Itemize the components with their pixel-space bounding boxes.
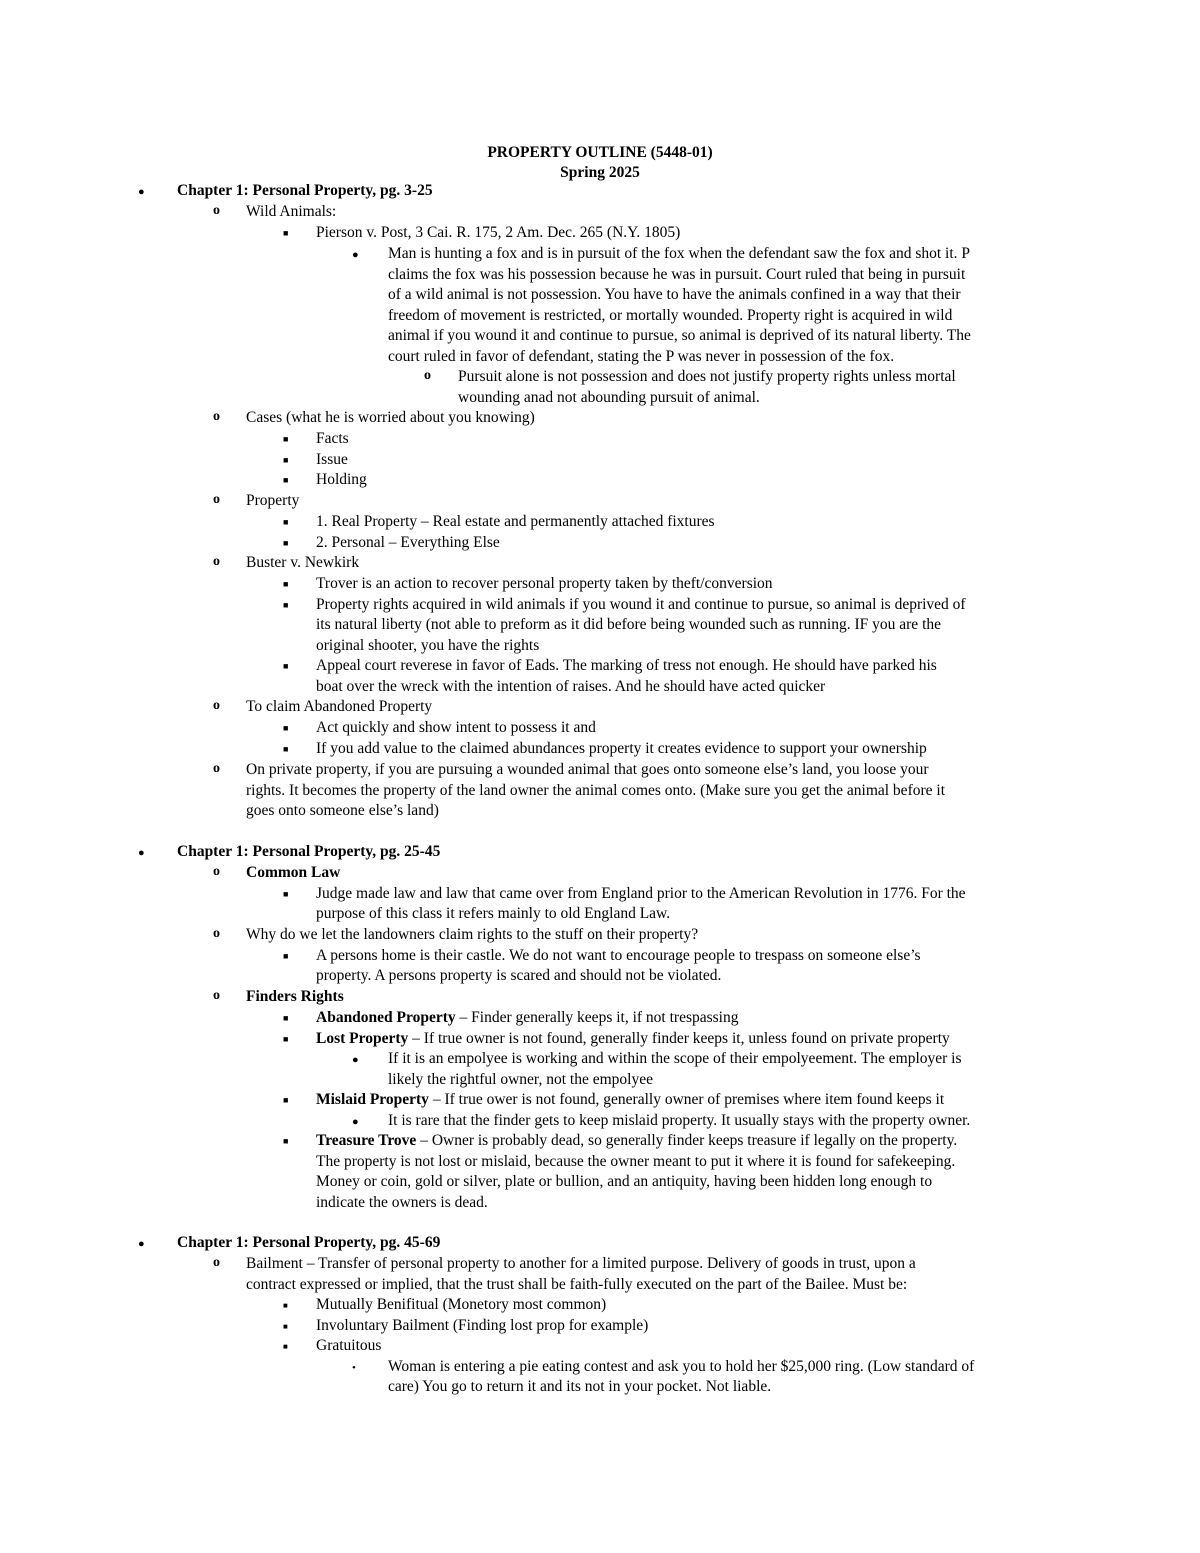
outline-item: Pierson v. Post, 3 Cai. R. 175, 2 Am. Dec. 265 (N.Y. 1805) [316, 224, 681, 241]
bullet-icon: o [213, 203, 220, 218]
bullet-icon: • [352, 1362, 356, 1374]
bullet-icon: o [213, 492, 220, 507]
text-line: care) You go to return it and its not in your pocket. Not liable. [388, 1378, 772, 1395]
text-line: It is rare that the finder gets to keep mislaid property. It usually stays with the property owner. [388, 1112, 971, 1129]
bullet-icon: ● [352, 1054, 359, 1066]
bullet-icon: ■ [283, 434, 289, 444]
text-line: Man is hunting a fox and is in pursuit of the fox when the defendant saw the fox and shot it. P [388, 245, 971, 262]
outline-item: Trover is an action to recover personal property taken by theft/conversion [316, 575, 773, 592]
bullet-icon: ■ [283, 1301, 288, 1310]
bullet-icon: ■ [283, 1136, 289, 1146]
bullet-icon: ● [352, 1116, 359, 1128]
outline-item: Facts [316, 430, 349, 447]
text-line: freedom of movement is restricted, or mortally wounded. Property right is acquired in wild [388, 307, 953, 324]
text-line: property. A persons property is scared and should not be violated. [316, 967, 722, 984]
outline-item: Holding [316, 471, 367, 488]
bullet-icon: ■ [283, 889, 289, 899]
text-line: contract expressed or implied, that the trust shall be faith-fully executed on the part of the Bailee. Must be: [246, 1276, 908, 1293]
text-line: Bailment – Transfer of personal property to another for a limited purpose. Delivery of goods in trust, upon a [246, 1255, 916, 1272]
text-line: Money or coin, gold or silver, plate or bullion, and an antiquity, having been hidden long enough to [316, 1173, 933, 1190]
bullet-icon: ● [352, 249, 359, 261]
bullet-icon: o [213, 1255, 220, 1270]
bullet-icon: ■ [283, 228, 289, 238]
term: Mislaid Property [316, 1091, 429, 1108]
text-line: court ruled in favor of defendant, stating the P was never in possession of the fox. [388, 348, 895, 365]
bullet-icon: o [213, 988, 220, 1003]
section-heading: Chapter 1: Personal Property, pg. 45-69 [177, 1234, 441, 1251]
term: Lost Property [316, 1030, 409, 1047]
text-line: of a wild animal is not possession. You have to have the animals confined in a way that their [388, 286, 961, 303]
definition: – If true owner is not found, generally finder keeps it, unless found on private property [408, 1030, 950, 1047]
bullet-icon: o [424, 368, 431, 383]
definition: – Owner is probably dead, so generally finder keeps treasure if legally on the property. [416, 1132, 958, 1149]
outline-item: Cases (what he is worried about you knowing) [246, 409, 535, 426]
term: Treasure Trove [316, 1132, 417, 1149]
outline-item: Mutually Benifitual (Monetory most common) [316, 1296, 607, 1313]
definition: – If true ower is not found, generally owner of premises where item found keeps it [428, 1091, 945, 1108]
outline-item: Finders Rights [246, 988, 344, 1005]
bullet-icon: o [213, 761, 220, 776]
bullet-icon: ■ [283, 455, 289, 465]
bullet-icon: o [213, 554, 220, 569]
outline-item [316, 1029, 950, 1050]
text-line: Appeal court reverese in favor of Eads. The marking of tress not enough. He should have parked his [316, 657, 937, 674]
outline-item [316, 1131, 957, 1152]
bullet-icon: ■ [283, 744, 289, 754]
text-line: boat over the wreck with the intention of raises. And he should have acted quicker [316, 678, 826, 695]
text-line: likely the rightful owner, not the empolyee [388, 1071, 653, 1088]
bullet-icon: o [213, 698, 220, 713]
outline-item: Wild Animals: [246, 203, 337, 220]
document-subtitle: Spring 2025 [560, 164, 640, 181]
bullet-icon: ■ [283, 475, 289, 485]
bullet-icon: ■ [283, 1095, 289, 1105]
outline-item: Common Law [246, 864, 341, 881]
text-line: A persons home is their castle. We do not want to encourage people to trespass on someone else’s [316, 947, 921, 964]
outline-item: Involuntary Bailment (Finding lost prop for example) [316, 1317, 649, 1334]
bullet-icon: ■ [283, 538, 289, 548]
text-line: rights. It becomes the property of the land owner the animal comes onto. (Make sure you get the animal before it [246, 782, 946, 799]
bullet-icon: ■ [283, 661, 289, 671]
text-line: On private property, if you are pursuing a wounded animal that goes onto someone else’s land, you loose your [246, 761, 929, 778]
bullet-icon: ■ [283, 579, 289, 589]
outline-item: 2. Personal – Everything Else [316, 534, 500, 551]
bullet-icon: ■ [283, 1034, 289, 1044]
bullet-icon: ■ [283, 1342, 288, 1351]
outline-item [316, 1090, 944, 1111]
text-line: Property rights acquired in wild animals if you wound it and continue to pursue, so animal is deprived of [316, 596, 966, 613]
text-line: its natural liberty (not able to preform as it did before being wounded such as running. IF you are the [316, 616, 942, 633]
bullet-icon: ■ [283, 517, 289, 527]
outline-item: Property [246, 492, 300, 509]
bullet-icon: ■ [283, 723, 289, 733]
bullet-icon: o [213, 926, 220, 941]
outline-item: Why do we let the landowners claim rights to the stuff on their property? [246, 926, 699, 943]
text-line: original shooter, you have the rights [316, 637, 540, 654]
outline-item: To claim Abandoned Property [246, 698, 433, 715]
section-heading: Chapter 1: Personal Property, pg. 25-45 [177, 843, 441, 860]
text-line: Pursuit alone is not possession and does not justify property rights unless mortal [458, 368, 956, 385]
outline-item: If you add value to the claimed abundances property it creates evidence to support your ownership [316, 740, 927, 757]
outline-item [316, 1008, 739, 1029]
bullet-icon: ■ [283, 600, 289, 610]
text-line: If it is an empolyee is working and within the scope of their empolyeement. The employer is [388, 1050, 962, 1067]
text-line: indicate the owners is dead. [316, 1194, 488, 1211]
outline-item: Buster v. Newkirk [246, 554, 360, 571]
definition: – Finder generally keeps it, if not trespassing [455, 1009, 739, 1026]
bullet-icon: ■ [283, 1013, 289, 1023]
text-line: Woman is entering a pie eating contest and ask you to hold her $25,000 ring. (Low standard of [388, 1358, 975, 1375]
bullet-icon: ■ [283, 951, 289, 961]
text-line: purpose of this class it refers mainly to old England Law. [316, 905, 671, 922]
term: Abandoned Property [316, 1009, 456, 1026]
bullet-icon: ● [138, 847, 145, 859]
bullet-icon: o [213, 864, 220, 879]
document-title: PROPERTY OUTLINE (5448-01) [487, 144, 713, 161]
bullet-icon: ■ [283, 1322, 288, 1331]
bullet-icon: o [213, 409, 220, 424]
outline-item: Issue [316, 451, 348, 468]
section-heading: Chapter 1: Personal Property, pg. 3-25 [177, 182, 433, 199]
bullet-icon: ● [138, 186, 145, 198]
bullet-icon: ● [138, 1238, 145, 1250]
text-line: The property is not lost or mislaid, because the owner meant to put it where it is found for safekeeping. [316, 1153, 956, 1170]
text-line: goes onto someone else’s land) [246, 802, 439, 819]
text-line: claims the fox was his possession because he was in pursuit. Court ruled that being in pursuit [388, 266, 966, 283]
outline-item: 1. Real Property – Real estate and permanently attached fixtures [316, 513, 715, 530]
text-line: Judge made law and law that came over from England prior to the American Revolution in 1776. For the [316, 885, 966, 902]
outline-item: Gratuitous [316, 1337, 382, 1354]
text-line: animal if you wound it and continue to pursue, so animal is deprived of its natural liberty. The [388, 327, 971, 344]
outline-item: Act quickly and show intent to possess it and [316, 719, 596, 736]
text-line: wounding anad not abounding pursuit of animal. [458, 389, 760, 406]
